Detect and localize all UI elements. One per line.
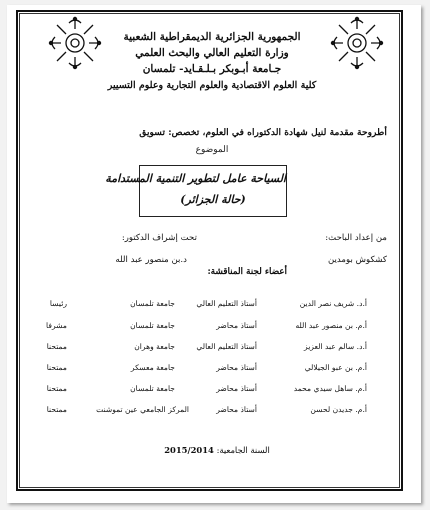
- member-name: أ.د. شريف نصر الدين: [299, 299, 367, 308]
- supervisor-label: تحت إشراف الدكتور:: [121, 233, 197, 243]
- header-faculty: كلية العلوم الاقتصادية والعلوم التجارية وعلوم التسيير: [107, 80, 317, 91]
- member-university: جامعة تلمسان: [130, 384, 175, 393]
- member-role: ممتحنا: [46, 342, 67, 351]
- member-rank: أستاذ محاضر: [216, 363, 257, 372]
- member-role: مشرفا: [46, 321, 67, 330]
- university-emblem-right-icon: [329, 15, 385, 71]
- member-name: أ.م. ساهل سيدي محمد: [293, 384, 367, 393]
- member-university: جامعة وهران: [134, 342, 175, 351]
- thesis-intro: أطروحة مقدمة لنيل شهادة الدكتوراه في العلوم، تخصص: تسويق: [139, 127, 387, 138]
- committee-row: [37, 342, 367, 356]
- academic-year: [157, 445, 277, 455]
- committee-row: [37, 321, 367, 335]
- member-university: جامعة تلمسان: [130, 321, 175, 330]
- member-name: أ.م. جديدن لحسن: [310, 405, 367, 414]
- member-university: المركز الجامعي عين تموشنت: [96, 405, 189, 414]
- member-name: أ.م. بن منصور عبد الله: [295, 321, 367, 330]
- thesis-title: السياحة عامل لتطوير التنمية المستدامة: [105, 172, 286, 185]
- member-role: رئيسا: [49, 299, 67, 308]
- member-role: ممتحنا: [46, 363, 67, 372]
- member-rank: أستاذ محاضر: [216, 405, 257, 414]
- member-rank: أستاذ محاضر: [216, 321, 257, 330]
- subject-label: الموضوع: [195, 145, 229, 155]
- document-page: [7, 5, 421, 503]
- year-value: 2015/2014: [164, 445, 214, 455]
- member-rank: أستاذ محاضر: [216, 384, 257, 393]
- researcher-name: كشكوش بومدين: [327, 255, 387, 265]
- committee-row: [37, 363, 367, 377]
- thesis-case: (حالة الجزائر): [180, 193, 246, 206]
- committee-row: [37, 405, 367, 419]
- member-role: ممتحنا: [46, 384, 67, 393]
- supervisor-name: د.بن منصور عبد الله: [115, 255, 187, 265]
- member-name: أ.م. بن عبو الجيلالي: [304, 363, 367, 372]
- member-university: جامعة معسكر: [130, 363, 175, 372]
- header-ministry: وزارة التعليم العالي والبحث العلمي: [135, 47, 289, 59]
- header-republic: الجمهورية الجزائرية الديمقراطية الشعبية: [123, 31, 301, 43]
- member-rank: أستاذ التعليم العالي: [196, 342, 257, 351]
- year-label: السنة الجامعية:: [216, 445, 270, 455]
- member-rank: أستاذ التعليم العالي: [196, 299, 257, 308]
- researcher-label: من إعداد الباحث:: [325, 233, 387, 243]
- committee-row: [37, 299, 367, 313]
- header-university: جـامعة أبـوبكر بـلـقـايد- تلمسان: [142, 63, 282, 75]
- member-name: أ.د. سالم عبد العزيز: [304, 342, 367, 351]
- committee-label: أعضاء لجنة المناقشة:: [207, 267, 287, 277]
- member-role: ممتحنا: [46, 405, 67, 414]
- member-university: جامعة تلمسان: [130, 299, 175, 308]
- committee-row: [37, 384, 367, 398]
- thesis-title-box: [105, 165, 287, 217]
